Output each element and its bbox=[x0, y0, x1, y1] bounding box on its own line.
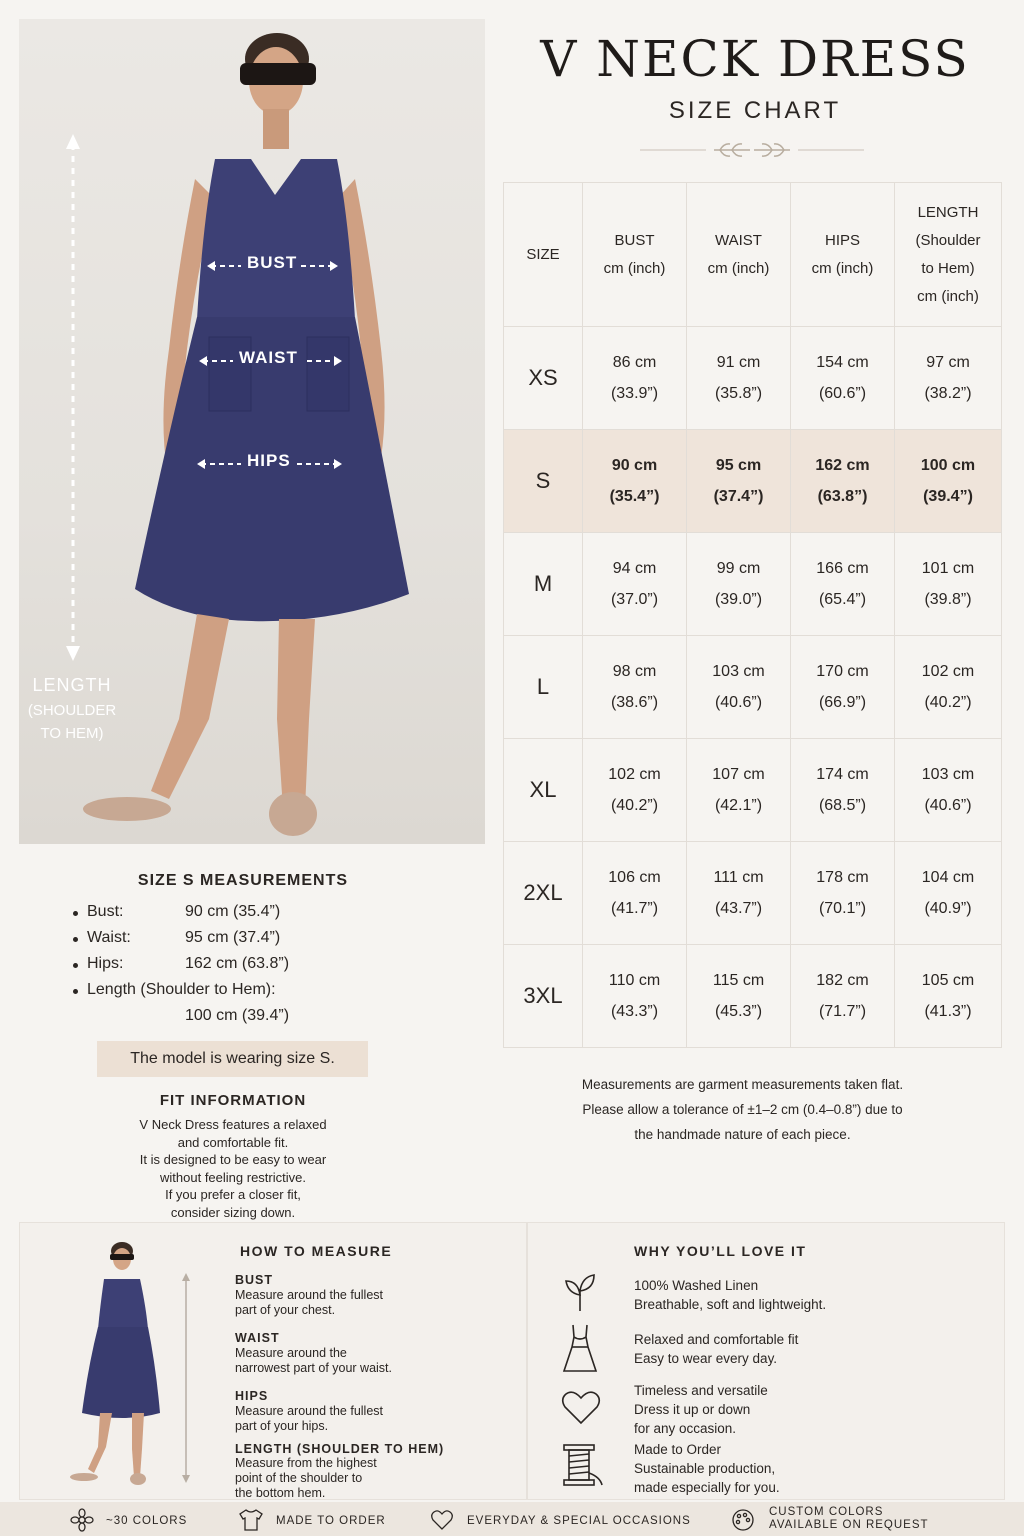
waist-measure-label: Waist: bbox=[87, 929, 131, 946]
page-title: V NECK DRESS bbox=[540, 30, 970, 88]
waist-cell: 95 cm (37.4”) bbox=[687, 430, 791, 533]
hips-label: HIPS bbox=[247, 451, 291, 470]
header-length: LENGTH (Shoulder to Hem) cm (inch) bbox=[895, 183, 1002, 327]
why-made-to-order-text: Made to Order Sustainable production, made especially for you. bbox=[634, 1442, 780, 1495]
bullet-dot bbox=[73, 989, 78, 994]
length-cell: 102 cm (40.2”) bbox=[895, 636, 1002, 739]
table-row bbox=[504, 945, 1002, 1048]
waist-cell: 111 cm (43.7”) bbox=[687, 842, 791, 945]
bust-cell: 94 cm (37.0”) bbox=[583, 533, 687, 636]
bullet-dot bbox=[73, 937, 78, 942]
how-to-measure-panel bbox=[19, 1222, 527, 1500]
mini-model-figure bbox=[54, 1237, 184, 1487]
leaf-icon bbox=[560, 1271, 600, 1313]
waist-cell: 107 cm (42.1”) bbox=[687, 739, 791, 842]
hm-hips-text: Measure around the fullest part of your hips. bbox=[235, 1404, 384, 1433]
length-cell: 105 cm (41.3”) bbox=[895, 945, 1002, 1048]
bullet-dot bbox=[73, 911, 78, 916]
bust-cell: 102 cm (40.2”) bbox=[583, 739, 687, 842]
heart-icon bbox=[560, 1389, 602, 1427]
hm-hips-heading: HIPS bbox=[235, 1389, 269, 1403]
why-linen-text: 100% Washed Linen Breathable, soft and lightweight. bbox=[634, 1278, 827, 1312]
size-cell: 2XL bbox=[504, 842, 583, 945]
hips-measure-value: 162 cm (63.8”) bbox=[185, 955, 290, 972]
length-sub-label-1: (SHOULDER bbox=[27, 702, 117, 719]
tolerance-note: Measurements are garment measurements taken flat. Please allow a tolerance of ±1–2 cm (0.4–0.8”) due to the handmade nature of each piece. bbox=[581, 1077, 904, 1142]
hm-waist-heading: WAIST bbox=[235, 1331, 280, 1345]
size-s-title: SIZE S MEASUREMENTS bbox=[137, 872, 349, 889]
bust-cell: 98 cm (38.6”) bbox=[583, 636, 687, 739]
footer-colors-label: ~30 COLORS bbox=[106, 1515, 188, 1527]
model-figure bbox=[19, 19, 485, 844]
why-title: WHY YOU’LL LOVE IT bbox=[634, 1243, 807, 1259]
footer-made-to-order-label: MADE TO ORDER bbox=[276, 1515, 386, 1527]
bust-measure-label: Bust: bbox=[87, 903, 124, 920]
bust-cell: 90 cm (35.4”) bbox=[583, 430, 687, 533]
length-cell: 97 cm (38.2”) bbox=[895, 327, 1002, 430]
waist-cell: 91 cm (35.8”) bbox=[687, 327, 791, 430]
length-cell: 101 cm (39.8”) bbox=[895, 533, 1002, 636]
header-size: SIZE bbox=[504, 183, 583, 327]
hips-cell: 166 cm (65.4”) bbox=[791, 533, 895, 636]
table-header-row bbox=[504, 183, 1002, 327]
hips-cell: 162 cm (63.8”) bbox=[791, 430, 895, 533]
header-waist: WAIST cm (inch) bbox=[687, 183, 791, 327]
waist-measure-value: 95 cm (37.4”) bbox=[185, 929, 281, 946]
waist-cell: 99 cm (39.0”) bbox=[687, 533, 791, 636]
table-row bbox=[504, 533, 1002, 636]
hips-cell: 154 cm (60.6”) bbox=[791, 327, 895, 430]
tshirt-icon bbox=[238, 1508, 264, 1532]
heart-icon bbox=[430, 1509, 454, 1531]
header-hips: HIPS cm (inch) bbox=[791, 183, 895, 327]
length-measure-value: 100 cm (39.4”) bbox=[185, 1007, 290, 1024]
hm-length-text: Measure from the highest point of the shoulder to the bottom hem. bbox=[235, 1456, 377, 1500]
why-love-it-panel bbox=[527, 1222, 1005, 1500]
hips-cell: 170 cm (66.9”) bbox=[791, 636, 895, 739]
length-cell: 103 cm (40.6”) bbox=[895, 739, 1002, 842]
table-row-highlighted bbox=[504, 430, 1002, 533]
how-to-measure-title: HOW TO MEASURE bbox=[240, 1243, 393, 1259]
waist-cell: 115 cm (45.3”) bbox=[687, 945, 791, 1048]
length-label: LENGTH bbox=[32, 675, 112, 695]
footer-strip bbox=[0, 1502, 1024, 1536]
waist-cell: 103 cm (40.6”) bbox=[687, 636, 791, 739]
header-bust: BUST cm (inch) bbox=[583, 183, 687, 327]
table-row bbox=[504, 636, 1002, 739]
why-versatile-text: Timeless and versatile Dress it up or down for any occasion. bbox=[634, 1383, 768, 1436]
why-fit-text: Relaxed and comfortable fit Easy to wear every day. bbox=[634, 1332, 799, 1366]
table-row bbox=[504, 739, 1002, 842]
hm-waist-text: Measure around the narrowest part of your waist. bbox=[235, 1346, 393, 1375]
laurel-divider bbox=[640, 138, 864, 162]
hm-bust-heading: BUST bbox=[235, 1273, 274, 1287]
hm-bust-text: Measure around the fullest part of your chest. bbox=[235, 1288, 384, 1317]
size-cell: S bbox=[504, 430, 583, 533]
length-measure-label: Length (Shoulder to Hem): bbox=[87, 981, 276, 998]
size-cell: 3XL bbox=[504, 945, 583, 1048]
dress-icon bbox=[562, 1323, 598, 1375]
palette-icon bbox=[731, 1508, 755, 1532]
hips-cell: 182 cm (71.7”) bbox=[791, 945, 895, 1048]
fit-info-title: FIT INFORMATION bbox=[159, 1092, 307, 1109]
size-cell: XS bbox=[504, 327, 583, 430]
length-sub-label-2: TO HEM) bbox=[40, 725, 104, 742]
fit-info-text: V Neck Dress features a relaxed and comfortable fit. It is designed to be easy to wear without feeling restrictive. If you prefer a closer fit, consider sizing down. bbox=[139, 1117, 327, 1220]
bust-cell: 86 cm (33.9”) bbox=[583, 327, 687, 430]
hips-cell: 174 cm (68.5”) bbox=[791, 739, 895, 842]
size-chart-table bbox=[503, 182, 1002, 1048]
length-cell: 100 cm (39.4”) bbox=[895, 430, 1002, 533]
footer-occasions-label: EVERYDAY & SPECIAL OCCASIONS bbox=[467, 1515, 691, 1527]
flower-icon bbox=[70, 1508, 94, 1532]
hm-length-heading: LENGTH (SHOULDER TO HEM) bbox=[235, 1442, 445, 1456]
table-row bbox=[504, 842, 1002, 945]
model-size-note: The model is wearing size S. bbox=[97, 1041, 368, 1077]
bullet-dot bbox=[73, 963, 78, 968]
bust-label: BUST bbox=[247, 253, 298, 272]
hips-cell: 178 cm (70.1”) bbox=[791, 842, 895, 945]
bust-measure-value: 90 cm (35.4”) bbox=[185, 903, 281, 920]
bust-cell: 110 cm (43.3”) bbox=[583, 945, 687, 1048]
model-photo bbox=[19, 19, 485, 844]
hips-measure-label: Hips: bbox=[87, 955, 124, 972]
thread-spool-icon bbox=[562, 1443, 604, 1487]
length-arrow-icon bbox=[180, 1273, 192, 1483]
size-cell: M bbox=[504, 533, 583, 636]
table-row bbox=[504, 327, 1002, 430]
size-cell: L bbox=[504, 636, 583, 739]
size-cell: XL bbox=[504, 739, 583, 842]
page-subtitle: SIZE CHART bbox=[668, 97, 842, 124]
length-cell: 104 cm (40.9”) bbox=[895, 842, 1002, 945]
bust-cell: 106 cm (41.7”) bbox=[583, 842, 687, 945]
waist-label: WAIST bbox=[239, 348, 298, 367]
footer-custom-colors-label: CUSTOM COLORS AVAILABLE ON REQUEST bbox=[769, 1506, 929, 1531]
